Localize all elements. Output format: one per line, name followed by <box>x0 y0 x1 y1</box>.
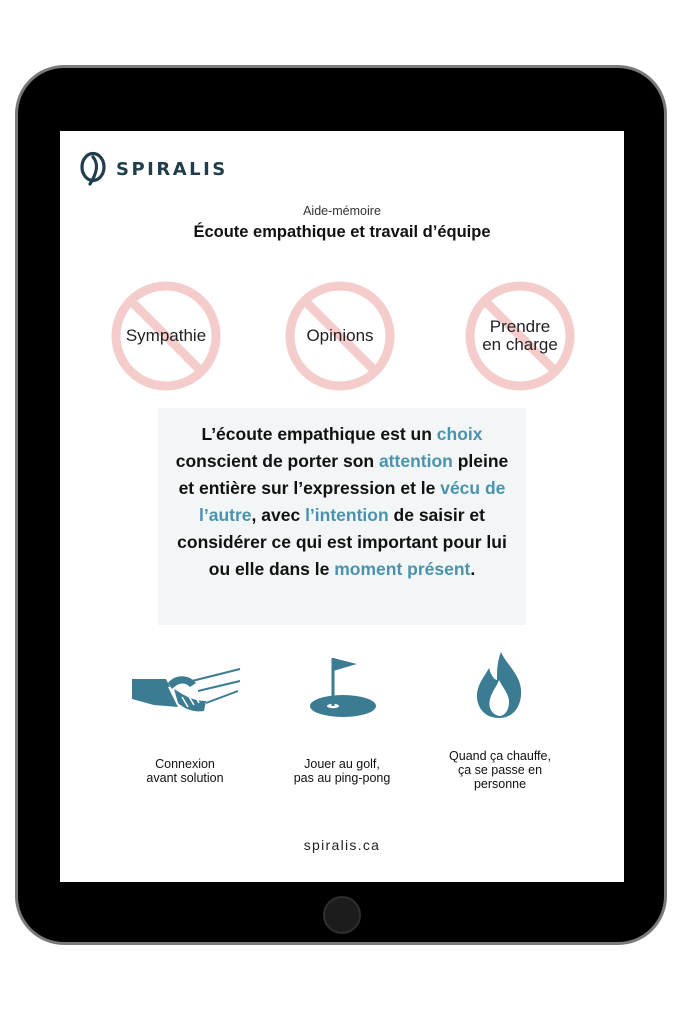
highlight-choix: choix <box>436 424 483 444</box>
highlight-vecu: vécu de l’autre <box>199 478 506 525</box>
website-link[interactable]: spiralis.ca <box>303 837 381 853</box>
highlight-moment-present: moment présent <box>334 559 471 579</box>
tablet-screen <box>60 131 624 882</box>
avoid-item-label: Prendre en charge <box>482 317 558 354</box>
avoid-item-opinions <box>282 278 398 394</box>
flame-icon <box>473 650 525 725</box>
tablet-frame <box>18 68 664 942</box>
page-kicker: Aide-mémoire <box>303 204 381 218</box>
tip-caption-connexion: Connexion avant solution <box>146 757 224 785</box>
page-title: Écoute empathique et travail d’équipe <box>193 223 491 241</box>
spiralis-logo-icon <box>78 151 108 187</box>
home-button[interactable] <box>323 896 361 934</box>
avoid-item-prendre-en-charge <box>462 278 578 394</box>
empathic-listening-definition: L’écoute empathique est un choix conscient de porter son attention pleine et entière sur l’expression et le vécu de l’autre, avec l’intention de saisir et considérer ce qui est important pour lui ou elle dans le moment présent. <box>158 408 526 625</box>
brand <box>78 151 228 187</box>
brand-name: SPIRALIS <box>116 158 228 180</box>
handshake-icon <box>132 667 242 728</box>
avoid-item-label: Opinions <box>306 326 374 346</box>
avoid-item-sympathie <box>108 278 224 394</box>
golf-flag-icon <box>307 654 379 725</box>
tip-caption-chauffe: Quand ça chauffe, ça se passe en personne <box>449 749 551 791</box>
tip-caption-golf: Jouer au golf, pas au ping-pong <box>293 757 391 785</box>
highlight-intention: l’intention <box>305 505 389 525</box>
highlight-attention: attention <box>378 451 453 471</box>
avoid-item-label: Sympathie <box>125 326 207 346</box>
